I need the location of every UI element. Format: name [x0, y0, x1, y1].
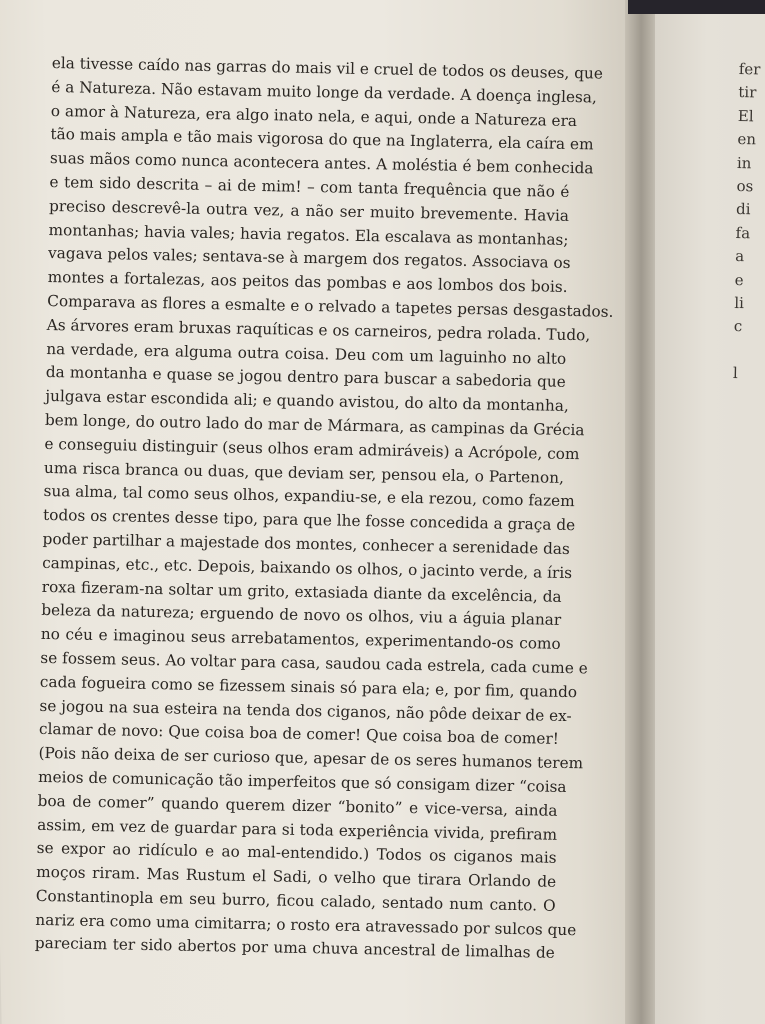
text-line: se expor ao ridículo e ao mal-entendido.) Todos os ciganos mais — [36, 839, 557, 868]
text-line: julgava estar escondida ali; e quando avistou, do alto da montanha, — [45, 387, 569, 416]
left-page-text — [34, 52, 614, 966]
text-fragment: e — [734, 270, 744, 289]
text-fragment: di — [735, 200, 751, 219]
text-fragment — [733, 339, 765, 363]
text-line: da montanha e quase se jogou dentro para buscar a sabedoria que — [45, 363, 566, 392]
text-line: é a Natureza. Não estavam muito longe da verdade. A doença inglesa, — [51, 77, 598, 107]
text-fragment: l — [732, 364, 738, 383]
text-line: e tem sido descrita – ai de mim! – com tanta frequência que não é — [49, 172, 570, 201]
text-line: o amor à Natureza, era algo inato nela, e aqui, onde a Natureza era — [50, 101, 578, 130]
text-fragment: c — [733, 317, 743, 336]
text-line: boa de comer” quando querem dizer “bonito” e vice-versa, ainda — [37, 791, 558, 820]
text-line: moços riram. Mas Rustum el Sadi, o velho que tirara Orlando de — [36, 862, 557, 891]
text-line: ela tivesse caído nas garras do mais vil e cruel de todos os deuses, que — [51, 53, 604, 83]
text-fragment: in — [736, 153, 752, 172]
text-line: na verdade, era alguma outra coisa. Deu com um laguinho no alto — [46, 339, 567, 368]
text-line: nariz era como uma cimitarra; o rosto era atravessado por sulcos que — [35, 910, 577, 939]
text-fragment: fa — [735, 223, 751, 242]
text-line: Comparava as flores a esmalte e o relvado a tapetes persas desgastados. — [47, 291, 614, 321]
text-fragment: a — [735, 247, 745, 266]
text-line: no céu e imaginou seus arrebatamentos, experimentando-os como — [40, 625, 561, 653]
text-line: montes a fortalezas, aos peitos das pombas e aos lombos dos bois. — [47, 268, 568, 297]
text-line: pareciam ter sido abertos por uma chuva ancestral de limalhas de — [34, 934, 555, 963]
text-line: As árvores eram bruxas raquíticas e os carneiros, pedra rolada. Tudo, — [46, 315, 591, 345]
text-line: se fossem seus. Ao voltar para casa, saudou cada estrela, cada cume e — [40, 648, 588, 678]
text-fragment: fer — [738, 59, 761, 79]
background-corner — [628, 0, 765, 14]
text-fragment: os — [736, 176, 754, 196]
text-line: suas mãos como nunca acontecera antes. A moléstia é bem conhecida — [49, 149, 594, 178]
text-line: preciso descrevê-la outra vez, a não ser muito brevemente. Havia — [48, 196, 570, 225]
text-line: (Pois não deixa de ser curioso que, apesar de os seres humanos terem — [38, 743, 584, 773]
text-line: meios de comunicação tão imperfeitos que só consigam dizer “coisa — [37, 767, 567, 796]
text-line: uma risca branca ou duas, que deviam ser, pensou ela, o Partenon, — [43, 458, 565, 487]
text-line: campinas, etc., etc. Depois, baixando os olhos, o jacinto verde, a íris — [42, 553, 573, 582]
text-line: todos os crentes desse tipo, para que lhe fosse concedida a graça de — [42, 506, 576, 535]
text-line: poder partilhar a majestade dos montes, conhecer a serenidade das — [42, 529, 571, 558]
text-fragment: tir — [738, 83, 757, 102]
text-line: clamar de novo: Que coisa boa de comer! Que coisa boa de comer! — [38, 720, 560, 749]
text-line: tão mais ampla e tão mais vigorosa do que na Inglaterra, ela caíra em — [50, 125, 594, 154]
text-line: roxa fizeram-na soltar um grito, extasiada diante da excelência, da — [41, 577, 562, 606]
text-line: Constantinopla em seu burro, ficou calado, sentado num canto. O — [35, 886, 556, 915]
text-fragment: El — [737, 106, 754, 126]
text-line: beleza da natureza; erguendo de novo os olhos, viu a águia planar — [41, 601, 562, 630]
text-line: se jogou na sua esteira na tenda dos ciganos, não pôde deixar de ex- — [39, 696, 572, 725]
text-line: sua alma, tal como seus olhos, expandiu-se, e ela rezou, como fazem — [43, 482, 575, 511]
text-line: assim, em vez de guardar para si toda experiência vivida, prefiram — [36, 815, 558, 844]
text-line: montanhas; havia vales; havia regatos. Ela escalava as montanhas; — [48, 220, 569, 249]
text-fragment: en — [737, 130, 757, 149]
text-line: bem longe, do outro lado do mar de Mármara, as campinas da Grécia — [44, 410, 585, 440]
text-line: vagava pelos vales; sentava-se à margem dos regatos. Associava os — [47, 244, 571, 273]
text-line: e conseguiu distinguir (seus olhos eram admiráveis) a Acrópole, com — [44, 434, 580, 463]
right-page-text — [733, 58, 765, 386]
text-fragment: li — [734, 293, 745, 313]
text-line: cada fogueira como se fizessem sinais só para ela; e, por fim, quando — [39, 672, 578, 701]
